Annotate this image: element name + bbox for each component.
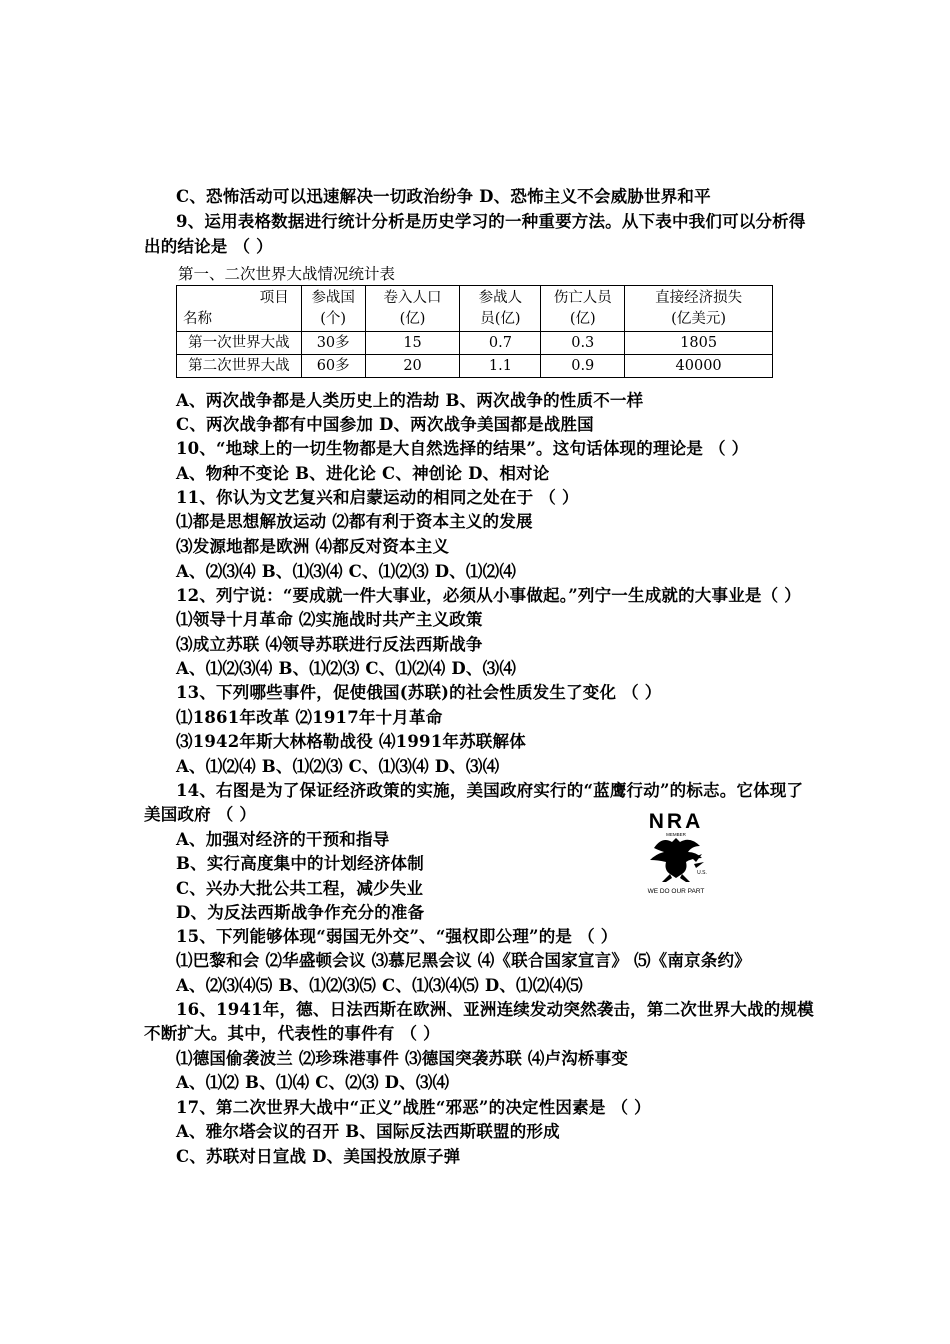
q13-options: A、⑴⑵⑷ B、⑴⑵⑶ C、⑴⑶⑷ D、⑶⑷	[176, 757, 500, 776]
q8-option-cd: C、恐怖活动可以迅速解决一切政治纷争 D、恐怖主义不会威胁世界和平	[176, 187, 711, 206]
q17-stem: 17、第二次世界大战中“正义”战胜“邪恶”的决定性因素是 （ ）	[176, 1098, 651, 1117]
q14-option-c: C、兴办大批公共工程，减少失业	[176, 879, 424, 898]
table-cell: 30多	[301, 332, 365, 355]
q11-items-12: ⑴都是思想解放运动 ⑵都有利于资本主义的发展	[176, 512, 533, 531]
q12-options: A、⑴⑵⑶⑷ B、⑴⑵⑶ C、⑴⑵⑷ D、⑶⑷	[176, 659, 517, 678]
q16-stem-line2: 不断扩大。其中，代表性的事件有 （ ）	[144, 1024, 440, 1043]
table-caption: 第一、二次世界大战情况统计表	[178, 265, 396, 283]
table-cell: 20	[365, 355, 460, 378]
q14-option-a: A、加强对经济的干预和指导	[176, 830, 390, 849]
q16-options: A、⑴⑵ B、⑴⑷ C、⑵⑶ D、⑶⑷	[176, 1073, 450, 1092]
q14-stem-line1: 14、右图是为了保证经济政策的实施，美国政府实行的“蓝鹰行动”的标志。它体现了	[176, 781, 804, 800]
table-header-cell: 伤亡人员 (亿)	[541, 286, 625, 332]
table-cell: 1.1	[460, 355, 541, 378]
table-header-cell: 参战国 (个)	[301, 286, 365, 332]
q15-items: ⑴巴黎和会 ⑵华盛顿会议 ⑶慕尼黑会议 ⑷《联合国家宣言》 ⑸《南京条约》	[176, 951, 751, 970]
q9-stem-line2: 出的结论是 （ ）	[144, 237, 273, 256]
q13-items-12: ⑴1861年改革 ⑵1917年十月革命	[176, 708, 443, 727]
nra-blue-eagle-logo	[636, 808, 716, 896]
q10-options: A、物种不变论 B、进化论 C、神创论 D、相对论	[176, 464, 550, 483]
table-cell: 第二次世界大战	[177, 355, 302, 378]
table-corner-cell	[177, 286, 302, 332]
corner-label-item: 项目	[259, 290, 289, 306]
q14-stem-line2: 美国政府 （ ）	[144, 805, 257, 824]
table-cell: 第一次世界大战	[177, 332, 302, 355]
table-header-cell: 卷入人口 (亿)	[365, 286, 460, 332]
q15-stem: 15、下列能够体现“弱国无外交”、“强权即公理”的是 （ ）	[176, 927, 618, 946]
table-cell: 0.9	[541, 355, 625, 378]
table-header-row	[177, 286, 773, 332]
q17-options-ab: A、雅尔塔会议的召开 B、国际反法西斯联盟的形成	[176, 1122, 560, 1141]
nra-member-label: MEMBER	[666, 832, 686, 837]
table-row	[177, 332, 773, 355]
table-cell: 60多	[301, 355, 365, 378]
table-header-cell: 直接经济损失 (亿美元)	[625, 286, 773, 332]
ww-statistics-table	[176, 285, 773, 378]
q12-stem: 12、列宁说：“要成就一件大事业，必须从小事做起。”列宁一生成就的大事业是（ ）	[176, 586, 801, 605]
q16-stem-line1: 16、1941年，德、日法西斯在欧洲、亚洲连续发动突然袭击，第二次世界大战的规模	[176, 1000, 814, 1019]
nra-us-label: U.S.	[697, 870, 707, 876]
q14-option-b: B、实行高度集中的计划经济体制	[176, 854, 424, 873]
q15-options: A、⑵⑶⑷⑸ B、⑴⑵⑶⑸ C、⑴⑶⑷⑸ D、⑴⑵⑷⑸	[176, 976, 583, 995]
table-header-cell: 参战人 员(亿)	[460, 286, 541, 332]
table-cell: 1805	[625, 332, 773, 355]
corner-label-name: 名称	[183, 311, 212, 327]
q12-items-34: ⑶成立苏联 ⑷领导苏联进行反法西斯战争	[176, 635, 483, 654]
table-cell: 15	[365, 332, 460, 355]
q11-stem: 11、你认为文艺复兴和启蒙运动的相同之处在于 （ ）	[176, 488, 579, 507]
q13-items-34: ⑶1942年斯大林格勒战役 ⑷1991年苏联解体	[176, 732, 526, 751]
q11-items-34: ⑶发源地都是欧洲 ⑷都反对资本主义	[176, 537, 450, 556]
q9-options-cd: C、两次战争都有中国参加 D、两次战争美国都是战胜国	[176, 415, 594, 434]
table-cell: 0.3	[541, 332, 625, 355]
nra-motto: WE DO OUR PART	[647, 888, 705, 895]
q10-stem: 10、“地球上的一切生物都是大自然选择的结果”。这句话体现的理论是 （ ）	[176, 439, 749, 458]
q11-options: A、⑵⑶⑷ B、⑴⑶⑷ C、⑴⑵⑶ D、⑴⑵⑷	[176, 562, 517, 581]
table-cell: 0.7	[460, 332, 541, 355]
nra-letters: NRA	[648, 810, 704, 833]
table-cell: 40000	[625, 355, 773, 378]
q14-option-d: D、为反法西斯战争作充分的准备	[176, 903, 425, 922]
table-row	[177, 355, 773, 378]
q17-options-cd: C、苏联对日宣战 D、美国投放原子弹	[176, 1147, 461, 1166]
q9-options-ab: A、两次战争都是人类历史上的浩劫 B、两次战争的性质不一样	[176, 391, 644, 410]
q9-stem-line1: 9、运用表格数据进行统计分析是历史学习的一种重要方法。从下表中我们可以分析得	[176, 212, 806, 231]
q13-stem: 13、下列哪些事件，促使俄国(苏联)的社会性质发生了变化 （ ）	[176, 683, 662, 702]
q16-items: ⑴德国偷袭波兰 ⑵珍珠港事件 ⑶德国突袭苏联 ⑷卢沟桥事变	[176, 1049, 629, 1068]
q12-items-12: ⑴领导十月革命 ⑵实施战时共产主义政策	[176, 610, 483, 629]
